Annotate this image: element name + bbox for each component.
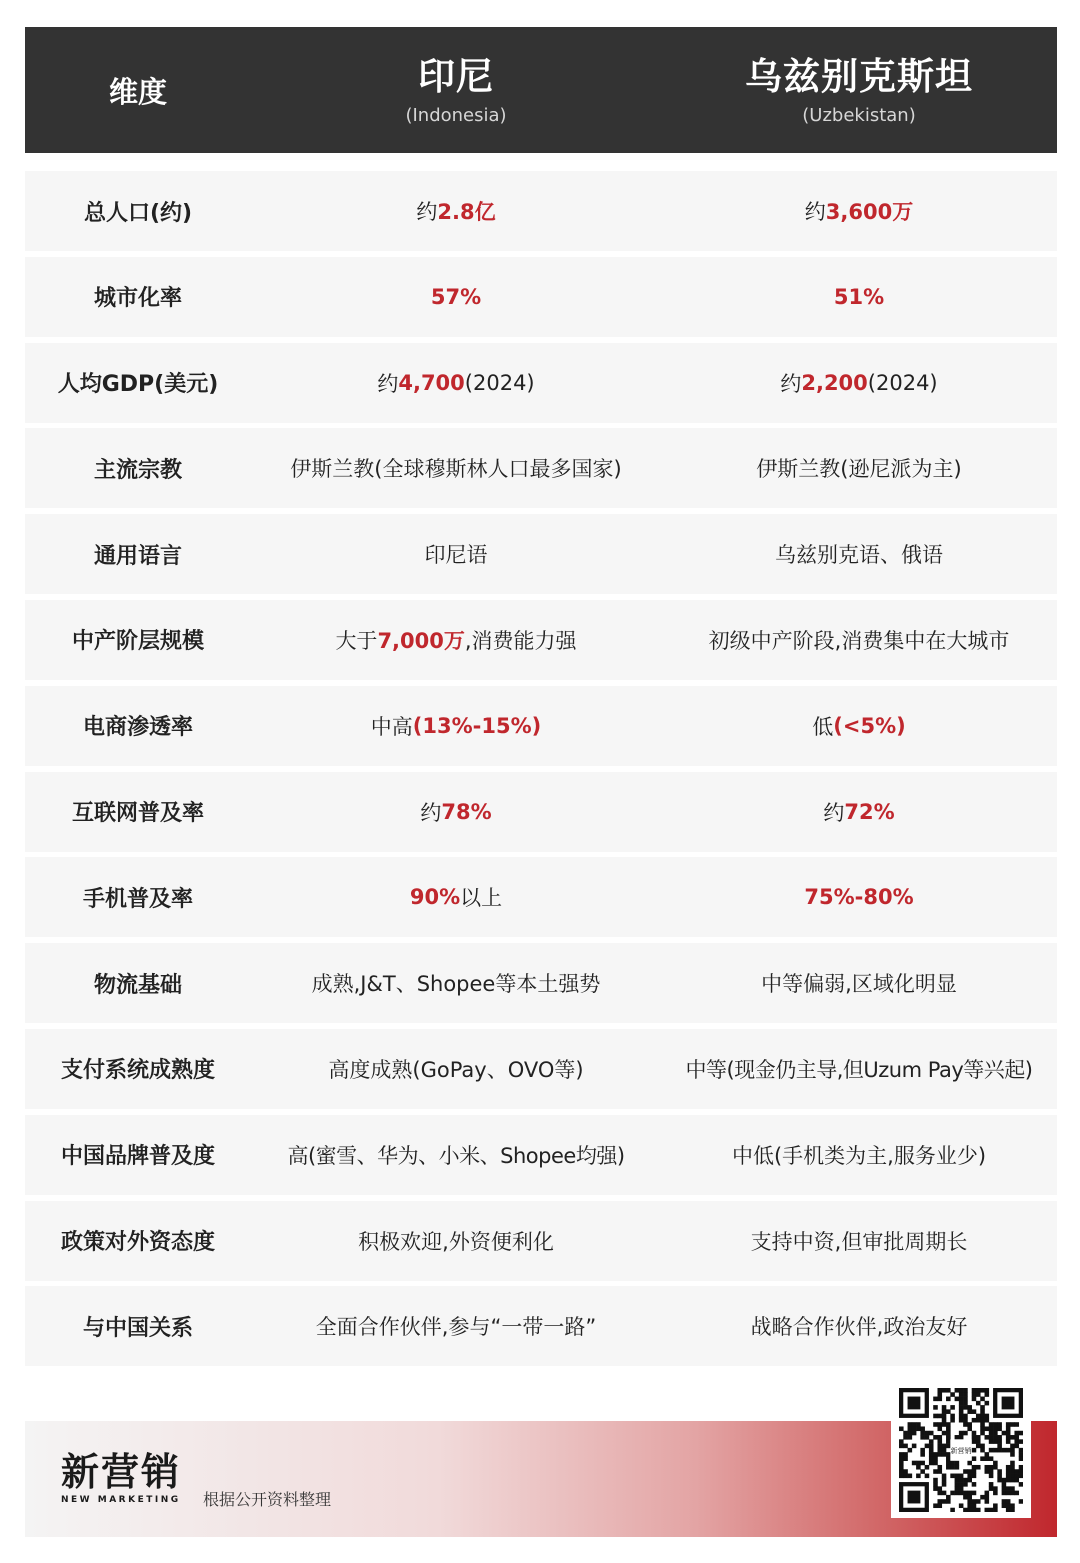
header-dimension-cell <box>25 27 251 153</box>
uzbekistan-value-cell <box>671 514 1047 594</box>
uzbekistan-value-prefix: 约 <box>804 200 826 224</box>
uzbekistan-value-prefix: 中等(现金仍主导,但Uzum Pay等兴起) <box>685 1057 1033 1082</box>
indonesia-value-prefix: 约 <box>377 371 399 396</box>
table-row <box>25 514 1057 594</box>
header-uzbekistan-title: 乌兹别克斯坦 <box>745 54 973 98</box>
row-label: 中产阶层规模 <box>71 629 204 655</box>
uzbekistan-value-prefix: 低 <box>812 714 834 739</box>
indonesia-value-prefix: 中高 <box>370 714 413 739</box>
indonesia-value-prefix: 大于 <box>335 628 378 653</box>
indonesia-value-highlight: 2.8亿 <box>437 200 496 224</box>
indonesia-value-highlight: 57% <box>430 284 482 309</box>
indonesia-value-prefix: 约 <box>416 200 438 224</box>
table-row <box>25 686 1057 766</box>
table-row <box>25 428 1057 508</box>
indonesia-value-suffix: (2024) <box>464 370 535 395</box>
uzbekistan-value-prefix: 约 <box>780 371 802 396</box>
uzbekistan-value-cell <box>671 1286 1047 1366</box>
indonesia-value-prefix: 印尼语 <box>424 543 488 568</box>
row-label: 政策对外资态度 <box>60 1230 215 1256</box>
indonesia-value-prefix: 伊斯兰教(全球穆斯林人口最多国家) <box>290 457 622 482</box>
header-indonesia-subtitle: (Indonesia) <box>405 104 507 126</box>
table-row <box>25 343 1057 423</box>
brand-name: 新营销 <box>61 1450 182 1494</box>
indonesia-value-highlight: 90% <box>409 885 461 910</box>
uzbekistan-value-prefix: 乌兹别克语、俄语 <box>775 543 943 568</box>
table-header <box>25 27 1057 153</box>
indonesia-value-cell <box>261 600 651 680</box>
uzbekistan-value-prefix: 支持中资,但审批周期长 <box>750 1229 968 1254</box>
row-label: 支付系统成熟度 <box>60 1058 215 1084</box>
indonesia-value-cell <box>261 1286 651 1366</box>
indonesia-value-cell <box>261 171 651 251</box>
uzbekistan-value-cell <box>671 257 1047 337</box>
row-label: 与中国关系 <box>82 1315 193 1341</box>
indonesia-value-cell <box>261 1201 651 1281</box>
table-row <box>25 857 1057 937</box>
uzbekistan-value-highlight: 3,600万 <box>825 200 914 224</box>
comparison-table-body <box>25 171 1057 1372</box>
indonesia-value-prefix: 全面合作伙伴,参与“一带一路” <box>315 1315 597 1340</box>
table-row <box>25 257 1057 337</box>
row-label: 互联网普及率 <box>71 801 204 827</box>
indonesia-value-highlight: 7,000万 <box>377 628 465 653</box>
uzbekistan-value-cell <box>671 1029 1047 1109</box>
uzbekistan-value-highlight: 72% <box>844 799 895 824</box>
uzbekistan-value-prefix: 中等偏弱,区域化明显 <box>761 972 957 997</box>
row-label: 城市化率 <box>93 286 182 312</box>
indonesia-value-highlight: 78% <box>441 799 492 824</box>
table-row <box>25 943 1057 1023</box>
source-note: 根据公开资料整理 <box>203 1490 332 1509</box>
header-uzbekistan-subtitle: (Uzbekistan) <box>802 104 916 126</box>
indonesia-value-prefix: 高(蜜雪、华为、小米、Shopee均强) <box>287 1143 625 1168</box>
row-label: 手机普及率 <box>82 886 193 912</box>
indonesia-value-cell <box>261 1029 651 1109</box>
brand-english-name: NEW MARKETING <box>61 1495 181 1505</box>
uzbekistan-value-cell <box>671 686 1047 766</box>
header-indonesia-cell <box>251 27 661 153</box>
uzbekistan-value-highlight: (<5%) <box>833 713 906 738</box>
row-label: 中国品牌普及度 <box>60 1144 215 1170</box>
brand-logo <box>61 1451 181 1505</box>
indonesia-value-cell <box>261 257 651 337</box>
indonesia-value-cell <box>261 943 651 1023</box>
uzbekistan-value-prefix: 伊斯兰教(逊尼派为主) <box>756 457 962 482</box>
uzbekistan-value-cell <box>671 857 1047 937</box>
indonesia-value-suffix: ,消费能力强 <box>464 628 577 653</box>
indonesia-value-suffix: 以上 <box>460 886 503 911</box>
indonesia-value-cell <box>261 343 651 423</box>
table-row <box>25 1286 1057 1366</box>
indonesia-value-prefix: 高度成熟(GoPay、OVO等) <box>328 1057 584 1082</box>
uzbekistan-value-cell <box>671 772 1047 852</box>
row-label: 人均GDP(美元) <box>57 372 219 398</box>
header-dimension-label: 维度 <box>108 74 167 109</box>
row-label: 电商渗透率 <box>82 715 193 741</box>
indonesia-value-prefix: 积极欢迎,外资便利化 <box>358 1229 554 1254</box>
table-row <box>25 772 1057 852</box>
uzbekistan-value-prefix: 战略合作伙伴,政治友好 <box>750 1315 968 1340</box>
uzbekistan-value-prefix: 约 <box>823 800 845 825</box>
uzbekistan-value-highlight: 51% <box>833 284 885 309</box>
table-row <box>25 1029 1057 1109</box>
uzbekistan-value-highlight: 2,200 <box>801 370 868 395</box>
indonesia-value-cell <box>261 772 651 852</box>
header-indonesia-title: 印尼 <box>418 54 494 98</box>
uzbekistan-value-cell <box>671 600 1047 680</box>
indonesia-value-cell <box>261 686 651 766</box>
uzbekistan-value-prefix: 初级中产阶段,消费集中在大城市 <box>708 628 1010 653</box>
table-row <box>25 600 1057 680</box>
uzbekistan-value-cell <box>671 1201 1047 1281</box>
uzbekistan-value-cell <box>671 343 1047 423</box>
indonesia-value-highlight: (13%-15%) <box>412 713 542 738</box>
indonesia-value-cell <box>261 428 651 508</box>
qr-center-label: 新营销 <box>950 1447 972 1455</box>
uzbekistan-value-cell <box>671 428 1047 508</box>
table-row <box>25 1115 1057 1195</box>
indonesia-value-cell <box>261 857 651 937</box>
indonesia-value-cell <box>261 514 651 594</box>
uzbekistan-value-cell <box>671 171 1047 251</box>
uzbekistan-value-suffix: (2024) <box>867 370 938 395</box>
uzbekistan-value-cell <box>671 1115 1047 1195</box>
header-uzbekistan-cell <box>661 27 1057 153</box>
row-label: 主流宗教 <box>93 457 182 483</box>
table-row <box>25 1201 1057 1281</box>
row-label: 物流基础 <box>93 972 182 998</box>
uzbekistan-value-highlight: 75%-80% <box>804 885 914 910</box>
indonesia-value-prefix: 成熟,J&T、Shopee等本土强势 <box>311 972 601 997</box>
indonesia-value-highlight: 4,700 <box>398 370 465 395</box>
table-row <box>25 171 1057 251</box>
uzbekistan-value-cell <box>671 943 1047 1023</box>
qr-code <box>891 1382 1031 1518</box>
row-label: 总人口(约) <box>83 200 193 226</box>
indonesia-value-prefix: 约 <box>420 800 442 825</box>
qr-code-icon <box>899 1388 1023 1512</box>
indonesia-value-cell <box>261 1115 651 1195</box>
row-label: 通用语言 <box>93 543 182 569</box>
uzbekistan-value-prefix: 中低(手机类为主,服务业少) <box>731 1143 987 1168</box>
